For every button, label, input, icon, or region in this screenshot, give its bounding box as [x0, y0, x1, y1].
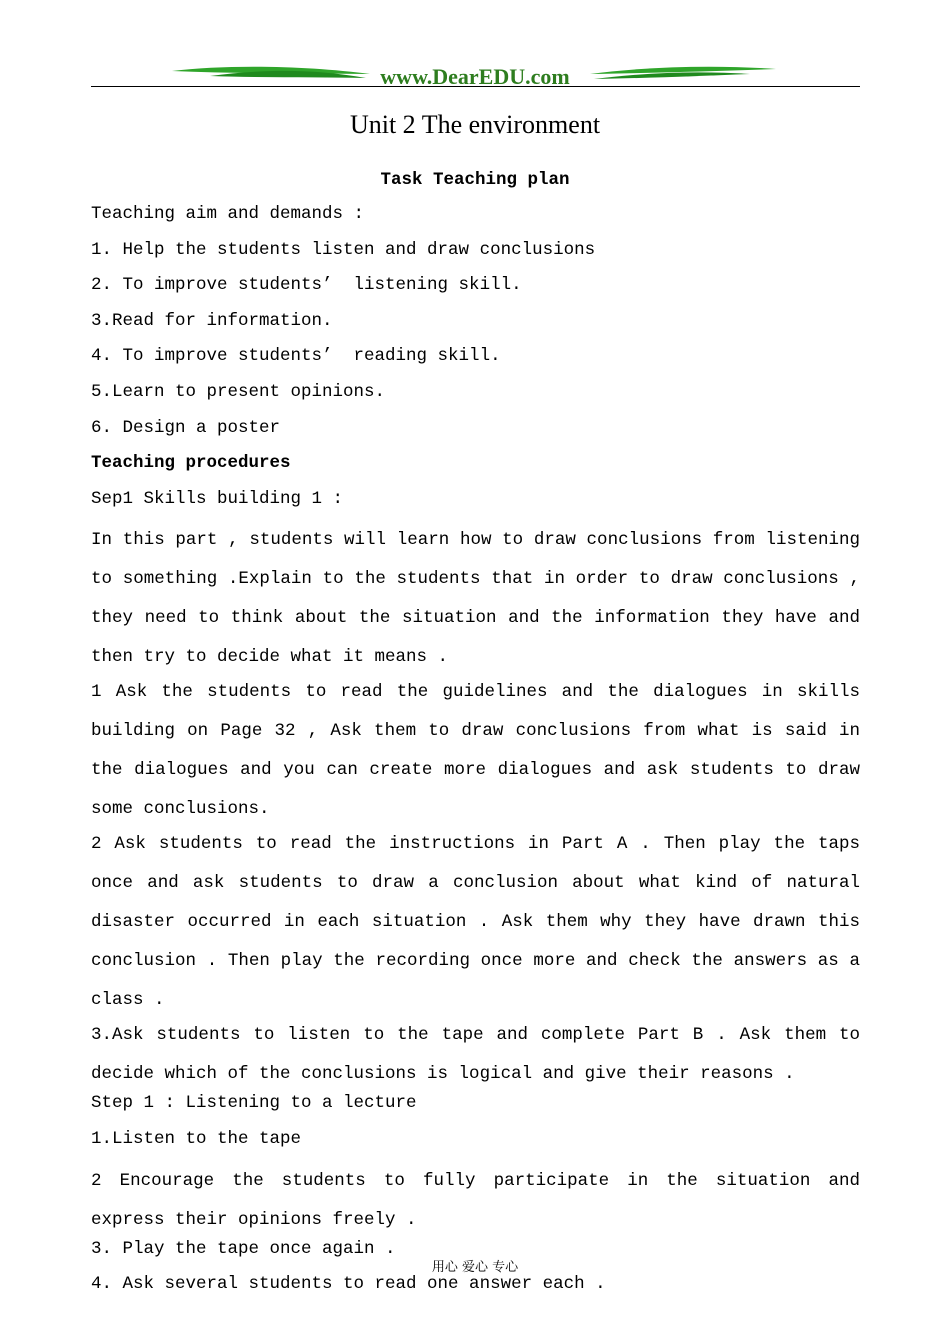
header-rule: [91, 86, 860, 87]
document-title: Unit 2 The environment: [349, 110, 601, 139]
text-line: 6. Design a poster: [91, 417, 281, 438]
text-line: 3. Play the tape once again .: [91, 1238, 396, 1259]
paragraph: 2 Ask students to read the instructions in Part A . Then play the taps once and ask students to draw a conclusion about what kind of natural disaster occurred in each situation . Ask them why they have drawn this conclusion . Then play the recording once more and check the answers as a class .: [91, 834, 860, 1011]
section-heading: Teaching procedures: [91, 453, 291, 474]
text-line: 3.Read for information.: [91, 310, 333, 331]
paragraph: 1 Ask the students to read the guidelines and the dialogues in skills building on Page 32 , Ask them to draw conclusions from what is said in the dialogues and you can create more dialogues and ask students to draw some conclusions.: [91, 682, 860, 820]
text-line: Step 1 : Listening to a lecture: [91, 1093, 417, 1114]
paragraph: In this part , students will learn how to draw conclusions from listening to something .Explain to the students that in order to draw conclusions , they need to think about the situation and the information they have and then try to decide what it means .: [91, 530, 860, 668]
text-line: Sep1 Skills building 1 :: [91, 488, 344, 509]
paragraph: 3.Ask students to listen to the tape and complete Part B . Ask them to decide which of the conclusions is logical and give their reasons .: [91, 1025, 860, 1085]
text-line: 4. Ask several students to read one answer each .: [91, 1274, 606, 1295]
text-line: 5.Learn to present opinions.: [91, 381, 386, 402]
header-logo: [170, 62, 780, 88]
page-footer: 用心 爱心 专心: [431, 1260, 519, 1275]
text-line: Teaching aim and demands :: [91, 204, 365, 224]
paragraph: 2 Encourage the students to fully participate in the situation and express their opinions freely .: [91, 1170, 860, 1230]
text-line: 1. Help the students listen and draw conclusions: [91, 239, 596, 260]
text-line: 2. To improve students’ listening skill.: [91, 275, 522, 296]
logo-text: www.DearEDU.com: [380, 64, 570, 88]
text-line: 1.Listen to the tape: [91, 1128, 302, 1149]
document-subtitle: Task Teaching plan: [380, 170, 570, 190]
text-line: 4. To improve students’ reading skill.: [91, 346, 501, 367]
document-body: [91, 201, 860, 1307]
